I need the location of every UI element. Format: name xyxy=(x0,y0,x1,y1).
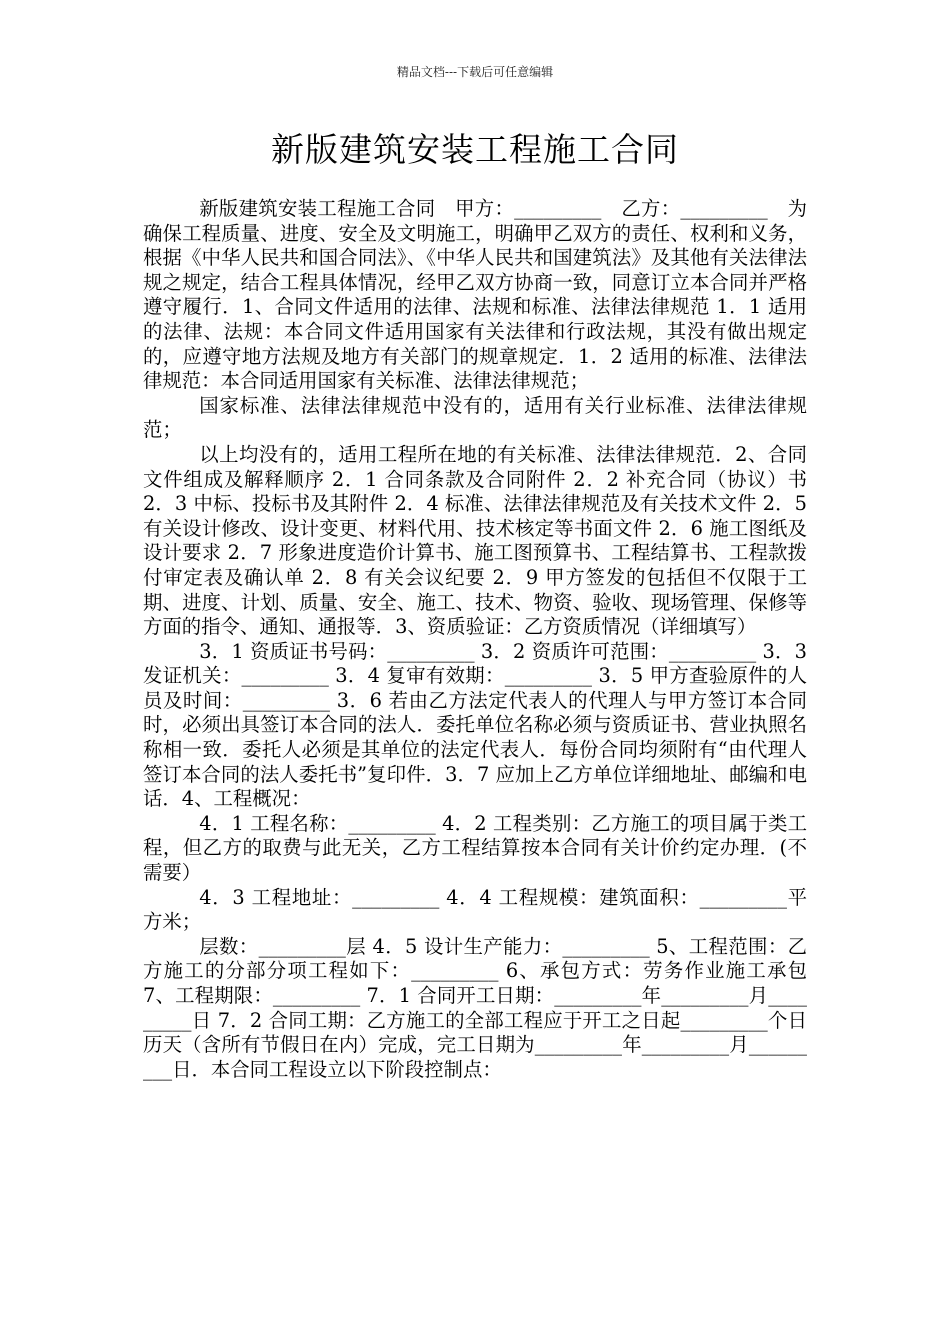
paragraph: 4．1 工程名称：_________ 4．2 工程类别：乙方施工的项目属于类工程，但乙方的取费与此无关，乙方工程结算按本合同有关计价约定办理．(不需要） xyxy=(143,811,807,885)
document-title: 新版建筑安装工程施工合同 xyxy=(271,130,679,169)
paragraph: 以上均没有的，适用工程所在地的有关标准、法律法律规范．2、合同文件组成及解释顺序 2．1 合同条款及合同附件 2．2 补充合同（协议）书 2．3 中标、投标书及其附件 2．4 标准、法律法律规范及有关技术文件 2．5 有关设计修改、设计变更、材料代用、技术核定等书面文件 2．6 施工图纸及设计要求 2．7 形象进度造价计算书、施工图预算书、工程结算书、工程款拨付审定表及确认单 2．8 有关会议纪要 2．9 甲方签发的包括但不仅限于工期、进度、计划、质量、安全、施工、技术、物资、验收、现场管理、保修等方面的指令、通知、通报等．3、资质验证：乙方资质情况（详细填写） xyxy=(143,442,807,639)
page-header: 精品文档---下载后可任意编辑 xyxy=(396,65,554,79)
paragraph: 国家标准、法律法律规范中没有的，适用有关行业标准、法律法律规范； xyxy=(143,393,807,442)
paragraph: 层数：_________层 4．5 设计生产能力：_________ 5、工程范围：乙方施工的分部分项工程如下：_________ 6、承包方式：劳务作业施工承包 7、工程期限：_________ 7．1 合同开工日期：_________年_________月_________日 7．2 合同工期：乙方施工的全部工程应于开工之日起_________个日历天（含所有节假日在内）完成，完工日期为_________年_________月_________日．本合同工程设立以下阶段控制点： xyxy=(143,934,807,1081)
document-body xyxy=(143,197,807,1082)
paragraph: 4．3 工程地址：_________ 4．4 工程规模：建筑面积：_________平方米； xyxy=(143,885,807,934)
paragraph: 新版建筑安装工程施工合同 甲方：_________ 乙方：_________ 为确保工程质量、进度、安全及文明施工，明确甲乙双方的责任、权利和义务，根据《中华人民共和国合同法》、《中华人民共和国建筑法》及其他有关法律法规之规定，结合工程具体情况，经甲乙双方协商一致，同意订立本合同并严格遵守履行．1、合同文件适用的法律、法规和标准、法律法律规范 1．1 适用的法律、法规：本合同文件适用国家有关法律和行政法规，其没有做出规定的，应遵守地方法规及地方有关部门的规章规定．1．2 适用的标准、法律法律规范：本合同适用国家有关标准、法律法律规范； xyxy=(143,197,807,393)
paragraph: 3．1 资质证书号码：_________ 3．2 资质许可范围：_________ 3．3 发证机关：_________ 3．4 复审有效期：_________ 3．5 甲方查验原件的人员及时间：_________ 3．6 若由乙方法定代表人的代理人与甲方签订本合同时，必须出具签订本合同的法人．委托单位名称必须与资质证书、营业执照名称相一致．委托人必须是其单位的法定代表人．每份合同均须附有“由代理人签订本合同的法人委托书”复印件．3．7 应加上乙方单位详细地址、邮编和电话．4、工程概况： xyxy=(143,639,807,811)
